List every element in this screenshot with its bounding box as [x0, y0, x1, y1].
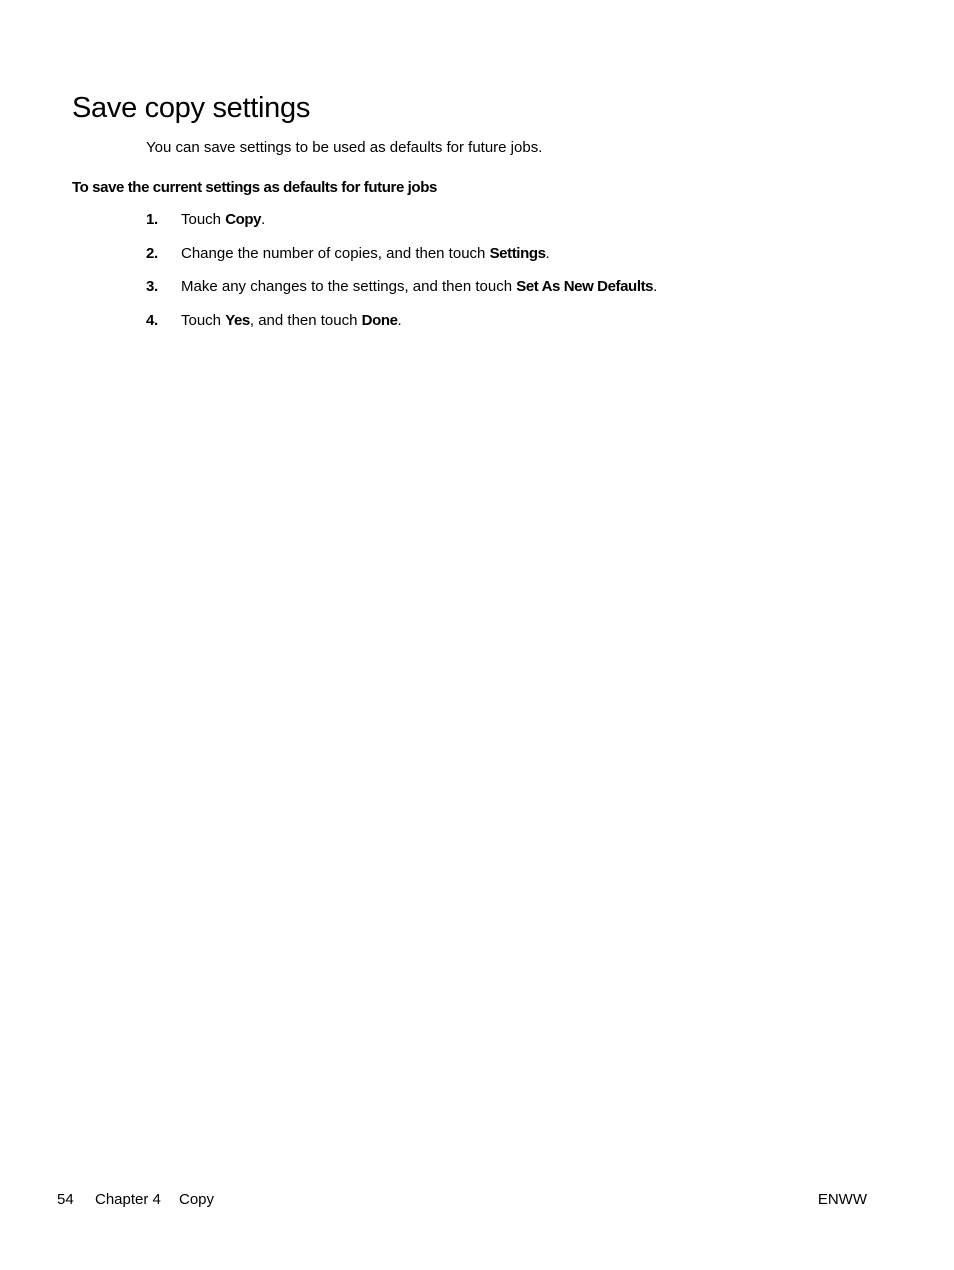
step-text	[181, 277, 657, 297]
ui-term-settings: Settings	[489, 244, 546, 262]
step-text-mid: .	[261, 211, 266, 228]
footer-page-number: 54	[57, 1191, 74, 1208]
footer-locale-code: ENWW	[817, 1191, 867, 1208]
step-number: 4.	[146, 311, 158, 329]
step-text-mid: .	[653, 278, 658, 296]
step-text-pre: Make any changes to the settings, and then touch	[181, 278, 517, 296]
step-text	[181, 210, 265, 230]
ui-term-yes: Yes	[225, 311, 250, 329]
step-text-pre: Change the number of copies, and then touch	[181, 244, 490, 262]
step-number: 3.	[146, 278, 158, 296]
step-number: 2.	[146, 244, 158, 262]
step-text	[181, 311, 402, 331]
ui-term-done: Done	[361, 311, 398, 329]
step-text-mid: , and then touch	[249, 311, 362, 329]
step-text-mid: .	[545, 244, 550, 262]
step-text-pre: Touch	[181, 211, 226, 228]
ui-term-set-as-new-defaults: Set As New Defaults	[516, 278, 654, 296]
step-text-post: .	[397, 311, 402, 329]
step-text	[181, 244, 550, 264]
intro-paragraph: You can save settings to be used as defaults for future jobs.	[146, 139, 543, 156]
ui-term-copy: Copy	[225, 211, 262, 228]
footer-chapter: Chapter 4	[95, 1191, 161, 1208]
footer-section: Copy	[179, 1191, 215, 1208]
step-text-pre: Touch	[181, 311, 226, 329]
step-number: 1.	[146, 211, 158, 228]
page-footer	[57, 1190, 867, 1210]
page-title: Save copy settings	[72, 92, 311, 124]
procedure-heading: To save the current settings as defaults for future jobs	[72, 179, 437, 196]
